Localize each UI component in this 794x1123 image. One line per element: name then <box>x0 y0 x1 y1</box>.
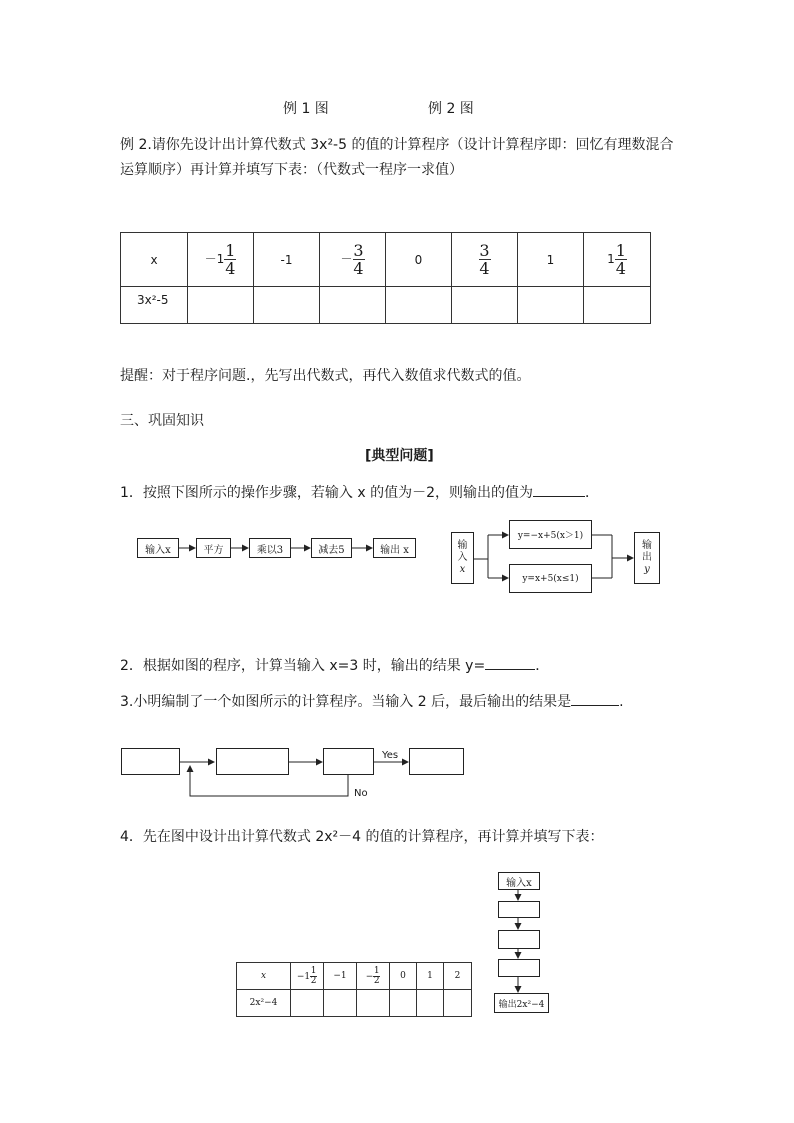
table4-answer-cell[interactable] <box>390 990 417 1017</box>
flow3-yes-label: Yes <box>382 750 399 761</box>
table1-cell: $\frac{3}{4}$ <box>452 233 518 287</box>
flow3-input-box <box>121 748 180 775</box>
question-3: 3.小明编制了一个如图所示的计算程序。当输入 2 后，最后输出的结果是 . <box>120 691 624 712</box>
reminder-text: 提醒：对于程序问题.，先写出代数式，再代入数值求代数式的值。 <box>120 368 531 384</box>
table4-cell: 0 <box>390 963 417 990</box>
example2-line1: 例 2.请你先设计出计算代数式 3x²-5 的值的计算程序（设计计算程序即：回忆有理数混合 <box>120 137 674 153</box>
figure-caption-2: 例 2 图 <box>428 101 474 117</box>
table1-cell: 1 <box>518 233 584 287</box>
table4-cell: 1 <box>417 963 444 990</box>
section-heading: 三、巩固知识 <box>120 413 204 429</box>
table1-cell: － $\frac{3}{4}$ <box>320 233 386 287</box>
flow3-no-label: No <box>354 788 368 799</box>
table4-answer-cell[interactable] <box>444 990 472 1017</box>
example2-line2: 运算顺序）再计算并填写下表：（代数式一程序一求值） <box>120 162 463 178</box>
flow3-output-box <box>409 748 464 775</box>
table1-expr-label: 3x²-5 <box>121 287 188 324</box>
table1-cell: 1 $\frac{1}{4}$ <box>584 233 651 287</box>
value-table-4 <box>236 962 472 1017</box>
flow1-square-box: 平方 <box>196 538 231 558</box>
flow2-upper-branch-box: y=−x+5(x＞1) <box>509 520 592 549</box>
table1-cell: －1 $\frac{1}{4}$ <box>188 233 254 287</box>
table1-cell: 0 <box>386 233 452 287</box>
flow2-output-box: 输 出 y <box>634 532 660 584</box>
figure-caption-1: 例 1 图 <box>283 101 329 117</box>
flow1-multiply-box: 乘以3 <box>249 538 291 558</box>
table4-cell: −1 $\frac{1}{2}$ <box>291 963 324 990</box>
flow2-input-box: 输 入 x <box>451 532 474 584</box>
flow3-condition-box <box>323 748 374 775</box>
table4-expr-label: 2x²−4 <box>237 990 291 1017</box>
table4-answer-cell[interactable] <box>291 990 324 1017</box>
table4-x-label: x <box>237 963 291 990</box>
flow3-process-box <box>216 748 289 775</box>
flow2-lower-branch-box: y=x+5(x≤1) <box>509 564 592 593</box>
answer-blank[interactable] <box>485 655 535 670</box>
question-4: 4．先在图中设计出计算代数式 2x²－4 的值的计算程序，再计算并填写下表： <box>120 829 604 845</box>
flow4-step-box[interactable] <box>498 959 540 977</box>
question-2: 2．根据如图的程序，计算当输入 x=3 时，输出的结果 y= ． <box>120 655 549 676</box>
flow4-output-box: 输出2x²−4 <box>494 993 549 1013</box>
flow4-step-box[interactable] <box>498 901 540 918</box>
flow1-output-box: 输出 x <box>373 538 416 558</box>
typical-title: [典型问题] <box>365 448 434 464</box>
answer-blank[interactable] <box>571 691 619 706</box>
question-1: 1．按照下图所示的操作步骤，若输入 x 的值为－2，则输出的值为 ． <box>120 482 599 503</box>
table4-cell: − $\frac{1}{2}$ <box>357 963 390 990</box>
table4-cell: 2 <box>444 963 472 990</box>
table4-answer-cell[interactable] <box>417 990 444 1017</box>
table1-cell: -1 <box>254 233 320 287</box>
flow1-input-box: 输入x <box>137 538 179 558</box>
table1-x-label: x <box>121 233 188 287</box>
flow4-step-box[interactable] <box>498 930 540 949</box>
table4-cell: −1 <box>324 963 357 990</box>
table4-answer-cell[interactable] <box>357 990 390 1017</box>
table4-answer-cell[interactable] <box>324 990 357 1017</box>
flow1-subtract-box: 减去5 <box>311 538 352 558</box>
flow4-input-box: 输入x <box>498 872 540 890</box>
